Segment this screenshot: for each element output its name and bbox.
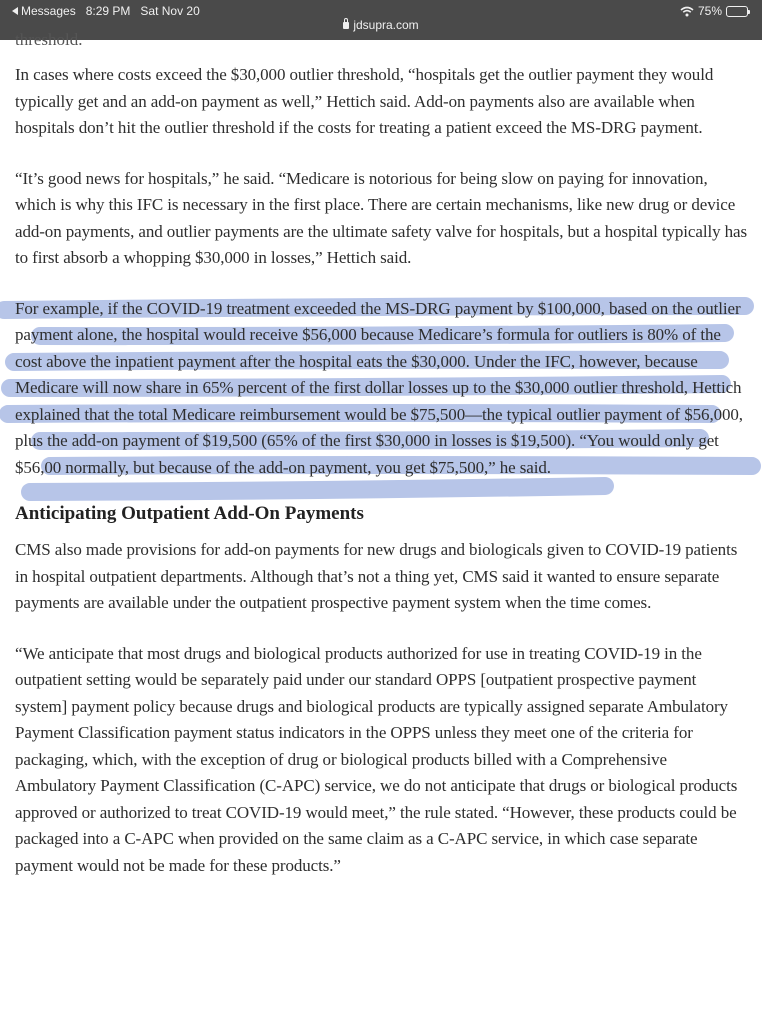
status-time: 8:29 PM [85, 4, 131, 18]
url-bar[interactable] [0, 18, 762, 32]
cutoff-text-line: threshold. [15, 30, 83, 49]
lock-icon [343, 22, 349, 29]
back-to-messages-button[interactable] [12, 4, 76, 18]
highlight-stroke [30, 486, 605, 492]
url-text: jdsupra.com [353, 18, 419, 32]
wifi-icon [680, 6, 694, 17]
article-paragraph-highlighted: For example, if the COVID-19 treatment exceeded the MS-DRG payment by $100,000, based on the outlier payment alone, the hospital would receive $56,000 because Medicare’s formula for outliers is 80% of the cost above the inpatient payment after the hospital eats the $30,000. Under the IFC, however, because Medicare will now share in 65% percent of the first dollar losses up to the $30,000 outlier threshold, Hettich explained that the total Medicare reimbursement would be $75,500—the typical outlier payment of $56,000, plus the add-on payment of $19,500 (65% of the first $30,000 in losses is $19,500). “You would only get $56,00 normally, but because of the add-on payment, you get $75,500,” he said. [15, 298, 743, 477]
section-heading: Anticipating Outpatient Add-On Payments [15, 503, 364, 524]
back-arrow-icon [12, 7, 18, 15]
article-paragraph: CMS also made provisions for add-on payments for new drugs and biologicals given to COVID-19 patients in hospital outpatient departments. Although that’s not a thing yet, CMS said it wanted to ensure separate payments are available under the outpatient prospective payment system when the time comes. [15, 540, 738, 612]
article-content [15, 30, 750, 903]
highlighted-paragraph [15, 296, 750, 482]
article-paragraph: “It’s good news for hospitals,” he said. “Medicare is notorious for being slow on paying for innovation, which is why this IFC is necessary in the first place. There are certain mechanisms, like new drug or device add-on payments, and outlier payments are the ultimate safety valve for hospitals, but a hospital typically has to first absorb a whopping $30,000 in losses,” Hettich said. [15, 168, 747, 267]
battery-percent: 75% [697, 4, 722, 18]
article-paragraph: In cases where costs exceed the $30,000 outlier threshold, “hospitals get the outlier payment they would typically get and an add-on payment as well,” Hettich said. Add-on payments also are available when hospitals don’t hit the outlier threshold if the costs for treating a patient exceed the MS-DRG payment. [15, 65, 714, 137]
battery-icon [726, 6, 748, 17]
status-left [12, 4, 200, 18]
article-paragraph: “We anticipate that most drugs and biological products authorized for use in treating COVID-19 in the outpatient setting would be separately paid under our standard OPPS [outpatient prospective payment system] payment policy because drugs and biological products are typically assigned separate Ambulatory Payment Classification payment status indicators in the OPPS unless they meet one of the criteria for packaging, which, with the exception of drug or biological products billed with a Comprehensive Ambulatory Payment Classification (C-APC) service, we do not anticipate that drugs or biological products approved or authorized to treat COVID-19 would meet,” the rule stated. “However, these products could be packaged into a C-APC when provided on the same claim as a C-APC service, in which case separate payment would not be made for these products.” [15, 643, 738, 875]
status-bar [0, 0, 762, 40]
back-label: Messages [21, 4, 76, 18]
status-right [680, 4, 748, 18]
status-date: Sat Nov 20 [140, 4, 200, 18]
